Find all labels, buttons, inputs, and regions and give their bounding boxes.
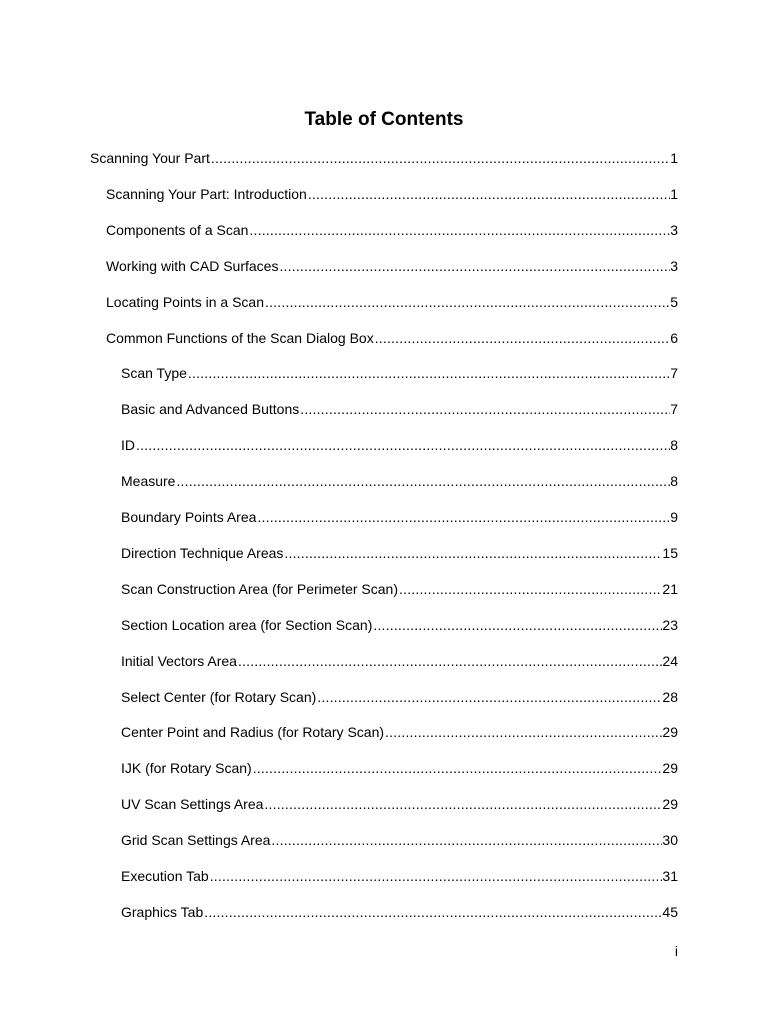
- toc-entry-page-number: 45: [662, 903, 678, 920]
- toc-entry-page-number: 3: [670, 221, 678, 238]
- toc-entry[interactable]: [121, 901, 678, 923]
- toc-dot-leader: [307, 183, 670, 205]
- toc-dot-leader: [210, 147, 670, 169]
- toc-entry[interactable]: [106, 219, 678, 241]
- toc-dot-leader: [203, 901, 662, 923]
- toc-entry-label: Direction Technique Areas: [121, 544, 284, 561]
- toc-entry-label: Boundary Points Area: [121, 509, 257, 525]
- toc-dot-leader: [278, 255, 670, 277]
- toc-entry[interactable]: [106, 327, 678, 349]
- toc-entry-page-number: 23: [662, 616, 678, 633]
- toc-entry-page-number: 8: [670, 437, 678, 454]
- toc-entry-page-number: 29: [662, 724, 678, 741]
- toc-entry[interactable]: [121, 434, 678, 456]
- toc-entry-page-number: 30: [662, 832, 678, 849]
- toc-dot-leader: [270, 829, 662, 851]
- toc-entry-label: Section Location area (for Section Scan): [121, 616, 373, 633]
- toc-entry-page-number: 29: [662, 760, 678, 777]
- toc-entry[interactable]: [121, 793, 678, 815]
- toc-entry[interactable]: [121, 398, 678, 420]
- page-title: Table of Contents: [304, 109, 464, 130]
- toc-entry-label: Scanning Your Part: [90, 150, 210, 166]
- toc-dot-leader: [209, 865, 663, 887]
- toc-entry-page-number: 15: [662, 544, 678, 561]
- toc-entry[interactable]: [121, 578, 678, 600]
- toc-entry[interactable]: [121, 829, 678, 851]
- toc-dot-leader: [398, 578, 662, 600]
- toc-entry[interactable]: [121, 686, 678, 708]
- toc-entry[interactable]: [121, 757, 678, 779]
- toc-entry-label: Scanning Your Part: Introduction: [106, 185, 307, 202]
- toc-entry-page-number: 1: [670, 185, 678, 202]
- toc-entry[interactable]: [106, 291, 678, 313]
- toc-entry-label: Select Center (for Rotary Scan): [121, 688, 317, 705]
- toc-dot-leader: [252, 757, 663, 779]
- toc-entry-page-number: 29: [662, 796, 678, 813]
- toc-entry-label: Locating Points in a Scan: [106, 293, 264, 310]
- toc-dot-leader: [372, 614, 662, 636]
- page-number: i: [674, 943, 678, 959]
- toc-dot-leader: [248, 219, 670, 241]
- toc-dot-leader: [316, 686, 662, 708]
- toc-entry-page-number: 28: [662, 688, 678, 705]
- toc-entry[interactable]: [121, 721, 678, 743]
- toc-entry-page-number: 7: [670, 365, 678, 382]
- toc-entry-page-number: 31: [662, 868, 678, 884]
- toc-dot-leader: [175, 470, 670, 492]
- toc-dot-leader: [187, 362, 670, 384]
- toc-entry[interactable]: [121, 362, 678, 384]
- toc-entry-page-number: 7: [670, 401, 678, 418]
- toc-entry-page-number: 3: [670, 257, 678, 274]
- toc-entry[interactable]: [121, 865, 678, 887]
- toc-entry-label: Scan Construction Area (for Perimeter Scan): [121, 580, 399, 597]
- toc-entry[interactable]: [121, 506, 678, 528]
- toc-entry[interactable]: [90, 147, 678, 169]
- toc-entry[interactable]: [121, 542, 678, 564]
- toc-entry-page-number: 5: [670, 293, 678, 310]
- toc-dot-leader: [237, 650, 662, 672]
- toc-dot-leader: [374, 327, 671, 349]
- toc-dot-leader: [135, 434, 670, 456]
- toc-entry-page-number: 1: [670, 150, 678, 166]
- toc-entry[interactable]: [121, 470, 678, 492]
- toc-entry[interactable]: [106, 255, 678, 277]
- toc-entry-label: ID: [121, 437, 135, 454]
- toc-entry-label: UV Scan Settings Area: [121, 796, 264, 813]
- toc-dot-leader: [299, 398, 670, 420]
- toc-entry-label: Measure: [121, 473, 176, 490]
- toc-dot-leader: [283, 542, 662, 564]
- toc-entry-label: Working with CAD Surfaces: [106, 257, 279, 274]
- toc-dot-leader: [256, 506, 670, 528]
- toc-entry-label: Grid Scan Settings Area: [121, 832, 271, 849]
- toc-entry-label: IJK (for Rotary Scan): [121, 760, 252, 777]
- toc-entry-page-number: 21: [662, 580, 678, 597]
- toc-entry-label: Initial Vectors Area: [121, 652, 237, 669]
- toc-entry-label: Graphics Tab: [121, 903, 204, 920]
- toc-dot-leader: [384, 721, 662, 743]
- toc-entry-page-number: 6: [670, 329, 678, 346]
- toc-entry-label: Execution Tab: [121, 868, 209, 884]
- toc-entry-label: Scan Type: [121, 365, 187, 382]
- toc-entry[interactable]: [121, 650, 678, 672]
- toc-entry-page-number: 8: [670, 473, 678, 490]
- toc-entry-label: Basic and Advanced Buttons: [121, 401, 300, 418]
- toc-entry[interactable]: [121, 614, 678, 636]
- toc-dot-leader: [263, 793, 662, 815]
- toc-dot-leader: [264, 291, 670, 313]
- toc-entry[interactable]: [106, 183, 678, 205]
- toc-entry-label: Common Functions of the Scan Dialog Box: [106, 329, 374, 346]
- toc-entry-page-number: 9: [670, 509, 678, 525]
- toc-entry-label: Center Point and Radius (for Rotary Scan): [121, 724, 385, 741]
- toc-entry-label: Components of a Scan: [106, 221, 249, 238]
- toc-entry-page-number: 24: [662, 652, 678, 669]
